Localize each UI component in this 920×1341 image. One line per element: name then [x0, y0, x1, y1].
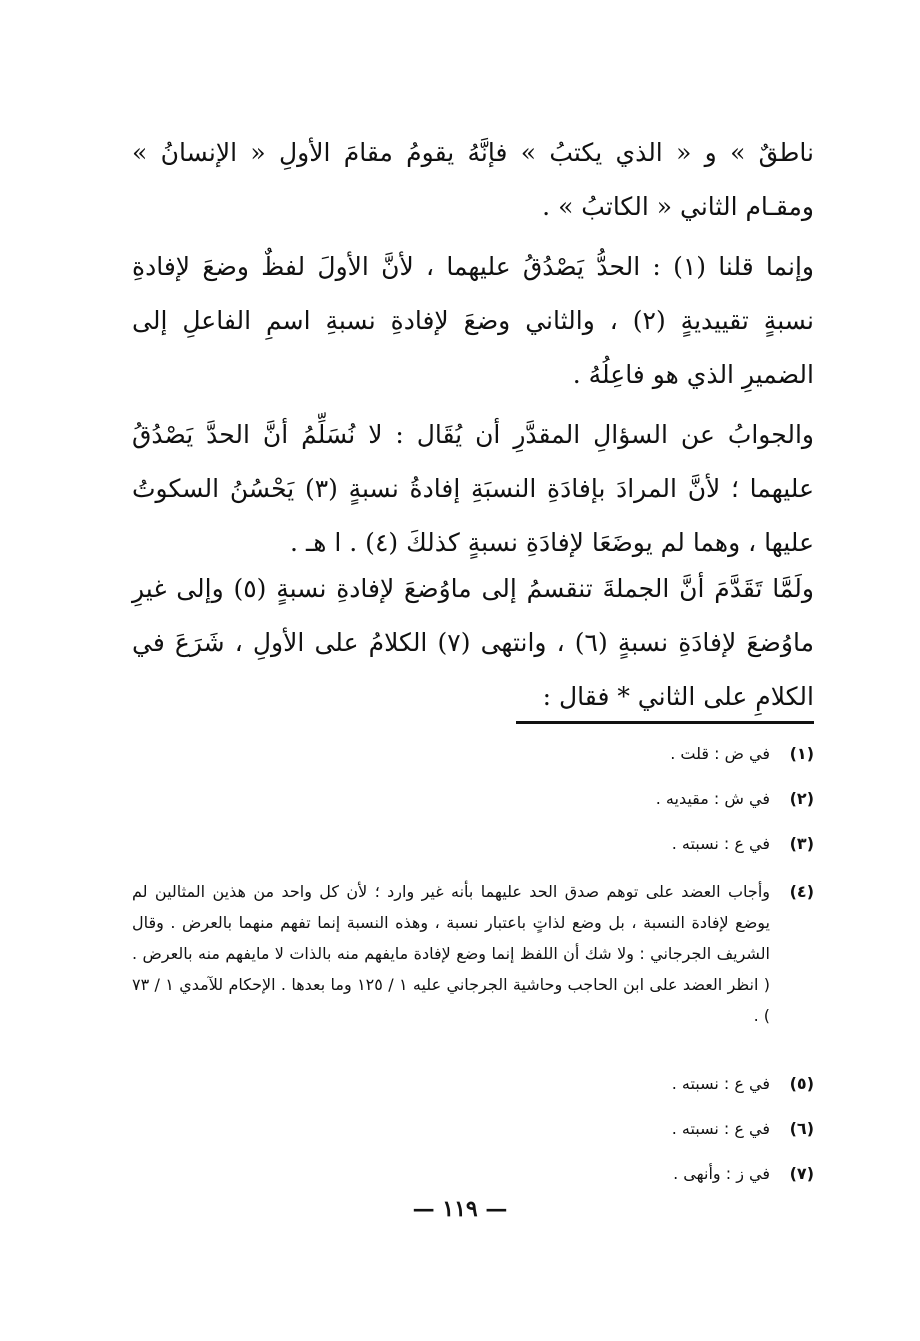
page-number: — ١١٩ —	[412, 1196, 508, 1222]
footnote-text: في ض : قلت .	[670, 744, 770, 763]
footnotes-group-2	[132, 876, 814, 1031]
footnote-4	[132, 876, 814, 1031]
footnotes-group-1	[132, 738, 814, 873]
footnote-7	[132, 1158, 814, 1189]
paragraph-4: ولَمَّا تَقَدَّمَ أنَّ الجملةَ تنقسمُ إلى ماوُضعَ لإفادةِ نسبةٍ (٥) وإلى غيرِ ماوُضعَ لإفادَةِ نسبةٍ (٦) ، وانتهى (٧) الكلامُ على الأولِ ، شَرَعَ في الكلامِ على الثاني * فقال :	[132, 574, 814, 711]
footnotes-group-3	[132, 1068, 814, 1203]
paragraph-3: والجوابُ عن السؤالِ المقدَّرِ أن يُقَال : لا نُسَلِّمُ أنَّ الحدَّ يَصْدُقُ عليهما ؛ لأنَّ المرادَ بإفادَةِ النسبَةِ إفادةُ نسبةٍ (٣) يَحْسُنُ السكوتُ عليها ، وهما لم يوضَعَا لإفادَةِ نسبةٍ كذلكَ (٤) . ا هـ .	[132, 420, 815, 557]
footnote-number: (٢)	[789, 789, 814, 808]
footnote-number: (٦)	[789, 1119, 814, 1138]
footnote-number: (٤)	[789, 882, 814, 901]
footnote-text: في ش : مقيديه .	[655, 789, 770, 808]
footnote-6	[132, 1113, 814, 1144]
footnote-3	[132, 828, 814, 859]
footnote-number: (٣)	[789, 834, 814, 853]
footnote-text: في ز : وأنهى .	[673, 1164, 770, 1183]
footnote-number: (١)	[789, 744, 814, 763]
footnote-separator	[516, 721, 814, 724]
footnote-number: (٧)	[789, 1164, 814, 1183]
footnote-text: في ع : نسبته .	[671, 1119, 770, 1138]
footnote-2	[132, 783, 814, 814]
footnote-text: في ع : نسبته .	[671, 1074, 770, 1093]
footnote-1	[132, 738, 814, 769]
paragraph-1: ناطقٌ » و « الذي يكتبُ » فإنَّهُ يقومُ مقامَ الأولِ « الإنسانُ » ومقـام الثاني « الكاتبُ » .	[132, 138, 814, 221]
paragraph-2: وإنما قلنا (١) : الحدُّ يَصْدُقُ عليهما ، لأنَّ الأولَ لفظٌ وضعَ لإفادةِ نسبةٍ تقييديةٍ (٢) ، والثاني وضعَ لإفادةِ نسبةِ اسمِ الفاعلِ إلى الضميرِ الذي هو فاعِلُهُ .	[132, 252, 815, 389]
footnote-text: في ع : نسبته .	[671, 834, 770, 853]
footnote-number: (٥)	[789, 1074, 814, 1093]
footnote-text: وأجاب العضد على توهم صدق الحد عليهما بأنه غير وارد ؛ لأن كل واحد من هذين المثالين لم يوضع لإفادة النسبة ، بل وضع لذاتٍ باعتبار نسبة ، وهذه النسبة إنما تفهم منهما بالعرض . وقال الشريف الجرجاني : ولا شك أن اللفظ إنما وضع لإفادة مايفهم منه بالذات لا مايفهم منه بالعرض . ( انظر العضد على ابن الحاجب وحاشية الجرجاني عليه ١ / ١٢٥ وما بعدها . الإحكام للآمدي ١ / ٧٣ ) .	[132, 882, 771, 1025]
footnote-5	[132, 1068, 814, 1099]
